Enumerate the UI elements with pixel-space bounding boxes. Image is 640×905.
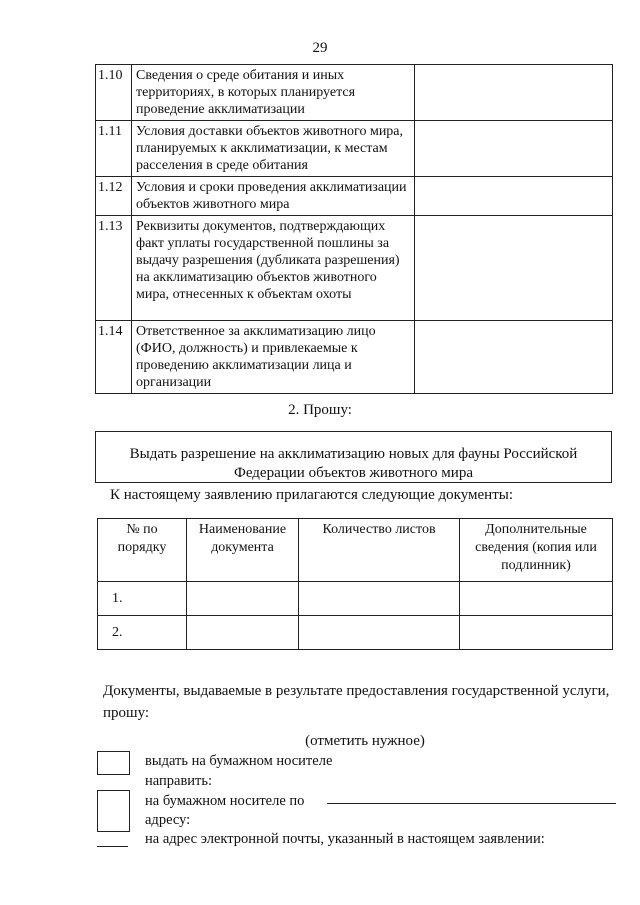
request-underline [95, 482, 612, 483]
document-name-cell[interactable] [187, 582, 299, 616]
section-heading: 2. Прошу: [288, 402, 352, 418]
additional-info-cell[interactable] [460, 616, 613, 650]
option-paper: выдать на бумажном носителе [145, 753, 333, 769]
application-details-table [95, 64, 613, 394]
row-number: 1.12 [96, 177, 132, 216]
row-number: 1. [98, 582, 187, 616]
attachments-table [97, 518, 613, 650]
email-checkbox-line[interactable] [97, 846, 128, 847]
row-number: 1.13 [96, 216, 132, 321]
table-row [96, 321, 613, 394]
header-document-name: Наименование документа [187, 519, 299, 582]
additional-info-cell[interactable] [460, 582, 613, 616]
header-additional-info: Дополнительные сведения (копия или подлинник) [460, 519, 613, 582]
row-description: Реквизиты документов, подтверждающих факт уплаты государственной пошлины за выдачу разрешения (дубликата разрешения) на акклиматизацию объектов животного мира, отнесенных к объектам охоты [132, 216, 415, 321]
request-line-1: Выдать разрешение на акклиматизацию новых для фауны Российской [129, 446, 578, 462]
table-header-row [98, 519, 613, 582]
documents-delivery-text: Документы, выдаваемые в результате предоставления государственной услуги, прошу: [103, 683, 610, 721]
row-value-cell[interactable] [415, 177, 613, 216]
row-description: Сведения о среде обитания и иных территориях, в которых планируется проведение акклиматизации [132, 65, 415, 121]
option-email: на адрес электронной почты, указанный в настоящем заявлении: [145, 831, 545, 847]
sheet-count-cell[interactable] [299, 616, 460, 650]
address-input-line[interactable] [327, 803, 616, 804]
sheet-count-cell[interactable] [299, 582, 460, 616]
document-name-cell[interactable] [187, 616, 299, 650]
header-number: № по порядку [98, 519, 187, 582]
row-number: 1.14 [96, 321, 132, 394]
table-row [96, 177, 613, 216]
row-value-cell[interactable] [415, 321, 613, 394]
row-description: Ответственное за акклиматизацию лицо (ФИО, должность) и привлекаемые к проведению акклиматизации лица и организации [132, 321, 415, 394]
table-row [96, 121, 613, 177]
attachments-intro: К настоящему заявлению прилагаются следующие документы: [110, 487, 514, 503]
option-paper-address: на бумажном носителе по [145, 793, 305, 809]
page-number: 29 [312, 40, 328, 56]
table-row [98, 616, 613, 650]
row-number: 2. [98, 616, 187, 650]
row-value-cell[interactable] [415, 121, 613, 177]
row-number: 1.11 [96, 121, 132, 177]
paper-delivery-checkbox[interactable] [97, 751, 130, 775]
row-value-cell[interactable] [415, 65, 613, 121]
option-address: адресу: [145, 812, 191, 828]
table-row [98, 582, 613, 616]
row-number: 1.10 [96, 65, 132, 121]
table-row [96, 216, 613, 321]
option-send: направить: [145, 773, 213, 789]
row-description: Условия доставки объектов животного мира, планируемых к акклиматизации, к местам расселения в среде обитания [132, 121, 415, 177]
header-sheet-count: Количество листов [299, 519, 460, 582]
request-box [95, 431, 612, 482]
request-line-2: Федерации объектов животного мира [233, 465, 473, 481]
table-row [96, 65, 613, 121]
mark-hint: (отметить нужное) [305, 733, 425, 749]
send-by-paper-checkbox[interactable] [97, 790, 130, 832]
row-description: Условия и сроки проведения акклиматизации объектов животного мира [132, 177, 415, 216]
row-value-cell[interactable] [415, 216, 613, 321]
